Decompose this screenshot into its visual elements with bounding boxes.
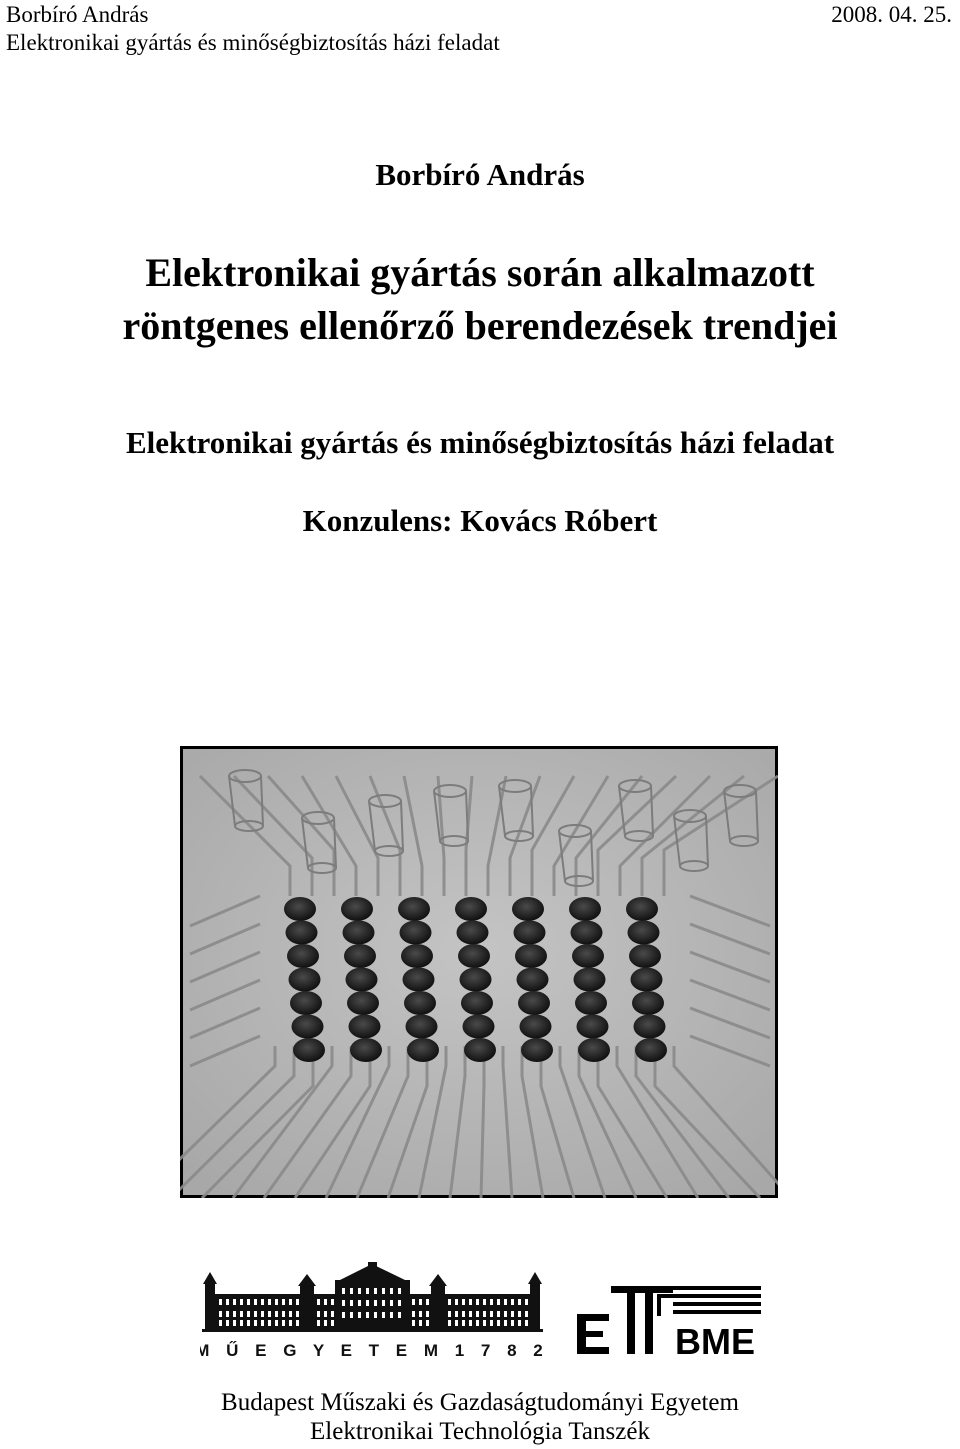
muegyetem-logo [200,1262,545,1360]
solder-ball [629,944,661,968]
solder-ball [284,897,316,921]
solder-ball [574,968,606,992]
solder-ball [520,1015,552,1039]
solder-ball [343,921,375,945]
footer-university: Budapest Műszaki és Gazdaságtudományi Egyetem [221,1389,739,1416]
solder-ball [289,968,321,992]
consultant-line: Konzulens: Kovács Róbert [302,503,658,538]
solder-ball [518,991,550,1015]
title-line-1: Elektronikai gyártás során alkalmazott [145,250,815,295]
solder-ball [403,968,435,992]
solder-ball [287,944,319,968]
solder-ball [290,991,322,1015]
xray-image [180,746,778,1198]
solder-ball [398,897,430,921]
solder-ball [635,1038,667,1062]
ett-logo-text: BME [675,1321,755,1356]
solder-ball [292,1015,324,1039]
solder-ball [341,897,373,921]
ett-bme-logo [575,1284,763,1356]
solder-ball [634,1015,666,1039]
solder-ball [578,1038,610,1062]
solder-ball [407,1038,439,1062]
solder-ball [512,897,544,921]
cover-author: Borbíró András [375,157,585,192]
solder-ball [347,991,379,1015]
solder-ball [463,1015,495,1039]
solder-ball [628,921,660,945]
solder-ball [626,897,658,921]
title-line-2: röntgenes ellenőrző berendezések trendjei [122,303,838,348]
solder-ball [344,944,376,968]
solder-ball [569,897,601,921]
solder-ball [571,921,603,945]
solder-ball [515,944,547,968]
solder-ball [350,1038,382,1062]
solder-ball [293,1038,325,1062]
solder-ball [457,921,489,945]
solder-ball [406,1015,438,1039]
solder-ball [286,921,318,945]
solder-ball [517,968,549,992]
muegyetem-logo-text: M Ű E G Y E T E M 1 7 8 2 [200,1341,545,1360]
solder-ball [401,944,433,968]
solder-ball [464,1038,496,1062]
footer-department: Elektronikai Technológia Tanszék [310,1418,650,1445]
solder-ball [631,968,663,992]
solder-ball [521,1038,553,1062]
solder-ball [404,991,436,1015]
header-author: Borbíró András [6,2,149,27]
solder-ball [572,944,604,968]
solder-ball [632,991,664,1015]
solder-ball [461,991,493,1015]
solder-ball [577,1015,609,1039]
cover-subtitle: Elektronikai gyártás és minőségbiztosítás házi feladat [125,425,835,460]
solder-ball [400,921,432,945]
header-date: 2008. 04. 25. [831,2,952,27]
header-course: Elektronikai gyártás és minőségbiztosítás házi feladat [6,30,500,55]
solder-ball [349,1015,381,1039]
solder-ball [458,944,490,968]
solder-ball [514,921,546,945]
solder-ball [460,968,492,992]
solder-ball [455,897,487,921]
solder-ball [575,991,607,1015]
solder-ball [346,968,378,992]
